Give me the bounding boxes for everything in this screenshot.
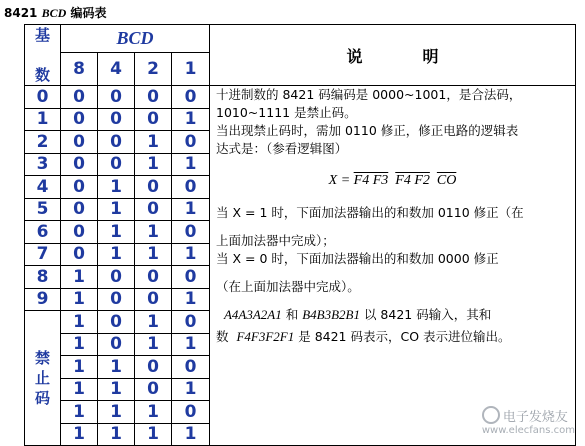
expl-line: 当 X = 1 时，下面加法器输出的和数加 0110 修正（在	[216, 205, 524, 220]
bit-cell: 0	[61, 221, 98, 244]
bit-cell: 1	[98, 401, 135, 424]
bit-cell: 1	[135, 311, 172, 334]
bit-cell: 1	[135, 401, 172, 424]
weight-header: 4	[98, 52, 135, 85]
bit-cell: 0	[172, 401, 210, 424]
bit-cell: 1	[172, 198, 210, 221]
bit-cell: 0	[172, 266, 210, 289]
title-bcd: BCD	[41, 6, 67, 20]
bit-cell: 1	[135, 153, 172, 176]
bit-cell: 0	[172, 86, 210, 109]
title-prefix: 8421	[4, 6, 38, 20]
digit-label: 4	[25, 176, 61, 199]
bit-cell: 0	[135, 86, 172, 109]
bit-cell: 1	[61, 356, 98, 379]
bit-cell: 0	[98, 311, 135, 334]
bit-cell: 0	[98, 108, 135, 131]
bit-cell: 1	[98, 423, 135, 446]
bit-cell: 1	[172, 378, 210, 401]
expl-line: 当 X = 0 时，下面加法器输出的和数加 0000 修正	[216, 251, 499, 266]
bit-cell: 0	[98, 333, 135, 356]
bit-cell: 0	[98, 266, 135, 289]
bit-cell: 0	[135, 288, 172, 311]
bit-cell: 1	[172, 108, 210, 131]
bit-cell: 1	[135, 243, 172, 266]
bit-cell: 1	[172, 333, 210, 356]
bit-cell: 1	[61, 288, 98, 311]
expl-line: 达式是：（参看逻辑图）	[216, 141, 348, 156]
watermark: 电子发烧友 www.elecfans.com	[482, 406, 575, 436]
bit-cell: 1	[61, 333, 98, 356]
bit-cell: 0	[61, 131, 98, 154]
bit-cell: 0	[135, 198, 172, 221]
expl-line: （在上面加法器中完成）。	[216, 279, 360, 294]
bit-cell: 0	[135, 266, 172, 289]
bit-cell: 0	[172, 221, 210, 244]
bit-cell: 1	[98, 198, 135, 221]
bit-cell: 1	[98, 356, 135, 379]
weight-header: 8	[61, 52, 98, 85]
bit-cell: 0	[61, 176, 98, 199]
bit-cell: 0	[61, 86, 98, 109]
bit-cell: 1	[61, 378, 98, 401]
digit-label: 7	[25, 243, 61, 266]
bit-cell: 1	[172, 288, 210, 311]
bit-cell: 0	[172, 176, 210, 199]
bit-cell: 1	[61, 401, 98, 424]
bit-cell: 1	[135, 333, 172, 356]
title-suffix: 编码表	[70, 6, 107, 20]
bit-cell: 0	[135, 176, 172, 199]
header-jishu: 基 数	[25, 25, 61, 86]
bcd-table	[24, 24, 576, 446]
digit-label: 6	[25, 221, 61, 244]
bit-cell: 0	[172, 311, 210, 334]
bit-cell: 1	[135, 423, 172, 446]
bit-cell: 1	[61, 311, 98, 334]
bit-cell: 0	[98, 288, 135, 311]
expl-line: 当出现禁止码时，需加 0110 修正，修正电路的逻辑表	[216, 123, 519, 138]
page-title	[4, 4, 106, 21]
explanation-cell	[210, 86, 576, 446]
header-bcd: BCD	[61, 25, 210, 53]
bit-cell: 1	[61, 423, 98, 446]
bit-cell: 0	[98, 131, 135, 154]
digit-label: 2	[25, 131, 61, 154]
forbidden-label: 禁 止 码	[25, 311, 61, 446]
bit-cell: 1	[98, 176, 135, 199]
weight-header: 1	[172, 52, 210, 85]
bit-cell: 1	[135, 221, 172, 244]
bit-cell: 0	[172, 356, 210, 379]
bit-cell: 1	[98, 221, 135, 244]
bit-cell: 0	[135, 108, 172, 131]
bit-cell: 0	[98, 86, 135, 109]
bit-cell: 1	[172, 243, 210, 266]
table-row	[25, 86, 576, 109]
bit-cell: 1	[135, 131, 172, 154]
digit-label: 3	[25, 153, 61, 176]
bit-cell: 1	[172, 423, 210, 446]
bit-cell: 1	[98, 243, 135, 266]
bit-cell: 1	[61, 266, 98, 289]
bit-cell: 0	[135, 378, 172, 401]
bit-cell: 0	[61, 198, 98, 221]
expl-line: 上面加法器中完成）；	[216, 233, 335, 248]
digit-label: 5	[25, 198, 61, 221]
bit-cell: 0	[61, 108, 98, 131]
digit-label: 1	[25, 108, 61, 131]
digit-label: 0	[25, 86, 61, 109]
digit-label: 9	[25, 288, 61, 311]
logo-icon	[482, 406, 500, 424]
bit-cell: 0	[61, 153, 98, 176]
bit-cell: 0	[135, 356, 172, 379]
formula: X = F4 F3 F4 F2 $\overline{CO}$	[328, 173, 457, 188]
bit-cell: 1	[172, 153, 210, 176]
bit-cell: 0	[61, 243, 98, 266]
expl-line: A4A3A2A1 和 B4B3B2B1 以 8421 码输入，其和	[223, 307, 492, 322]
bit-cell: 0	[98, 153, 135, 176]
digit-label: 8	[25, 266, 61, 289]
expl-line: 十进制数的 8421 码编码是 0000~1001，是合法码，	[216, 87, 522, 102]
expl-line: 数 F4F3F2F1 是 8421 码表示，CO 表示进位输出。	[216, 329, 511, 344]
header-explanation: 说明	[210, 25, 576, 86]
bit-cell: 0	[172, 131, 210, 154]
weight-header: 2	[135, 52, 172, 85]
bit-cell: 1	[98, 378, 135, 401]
expl-line: 1010~1111 是禁止码。	[216, 105, 357, 120]
